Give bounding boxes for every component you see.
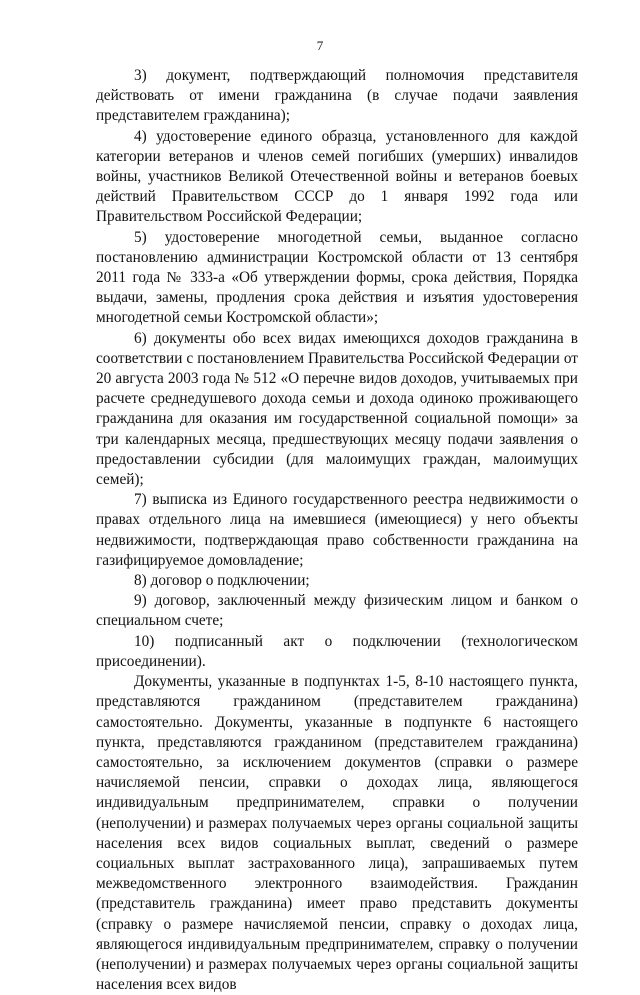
paragraph-item-5: 5) удостоверение многодетной семьи, выданное согласно постановлению администрации Костромской области от 13 сентября 2011 года № 333-а «Об утверждении формы, срока действия, Порядка выдачи, замены, продления срока действия и изъятия удостоверения многодетной семьи Костромской области»; bbox=[96, 228, 578, 327]
paragraph-item-9: 9) договор, заключенный между физическим лицом и банком о специальном счете; bbox=[96, 592, 578, 630]
paragraph-item-6: 6) документы обо всех видах имеющихся доходов гражданина в соответствии с постановлением Правительства Российской Федерации от 20 августа 2003 года № 512 «О перечне видов доходов, учитываемых при расчете среднедушевого дохода семьи и дохода одиноко проживающего гражданина для оказания им государственной социальной помощи» за три календарных месяца, предшествующих месяцу подачи заявления о предоставлении субсидии (для малоимущих граждан, малоимущих семей); bbox=[96, 329, 578, 489]
paragraph-documents-note: Документы, указанные в подпунктах 1-5, 8-10 настоящего пункта, представляются гражданином (представителем гражданина) самостоятельно. Документы, указанные в подпункте 6 настоящего пункта, представляются гражданином (представителем гражданина) самостоятельно, за исключением документов (справки о размере начисляемой пенсии, справки о доходах лица, являющегося индивидуальным предпринимателем, справки о получении (неполучении) и размерах получаемых через органы социальной защиты населения всех видов социальных выплат, сведений о размере социальных выплат застрахованного лица), запрашиваемых путем межведомственного электронного взаимодействия. Гражданин (представитель гражданина) имеет право представить документы (справку о размере начисляемой пенсии, справку о доходах лица, являющегося индивидуальным предпринимателем, справку о получении (неполучении) и размерах получаемых через органы социальной защиты населения всех видов bbox=[96, 673, 578, 994]
document-body bbox=[96, 66, 578, 995]
page-number: 7 bbox=[316, 38, 324, 53]
paragraph-item-3: 3) документ, подтверждающий полномочия представителя действовать от имени гражданина (в случае подачи заявления представителем гражданина); bbox=[96, 67, 578, 125]
paragraph-item-10: 10) подписанный акт о подключении (технологическом присоединении). bbox=[96, 632, 578, 670]
paragraph-item-4: 4) удостоверение единого образца, установленного для каждой категории ветеранов и членов семей погибших (умерших) инвалидов войны, участников Великой Отечественной войны и ветеранов боевых действий Правительством СССР до 1 января 1992 года или Правительством Российской Федерации; bbox=[96, 127, 578, 226]
paragraph-item-7: 7) выписка из Единого государственного реестра недвижимости о правах отдельного лица на имевшиеся (имеющиеся) у него объекты недвижимости, подтверждающая право собственности гражданина на газифицируемое домовладение; bbox=[96, 491, 578, 569]
paragraph-item-8: 8) договор о подключении; bbox=[134, 572, 310, 590]
